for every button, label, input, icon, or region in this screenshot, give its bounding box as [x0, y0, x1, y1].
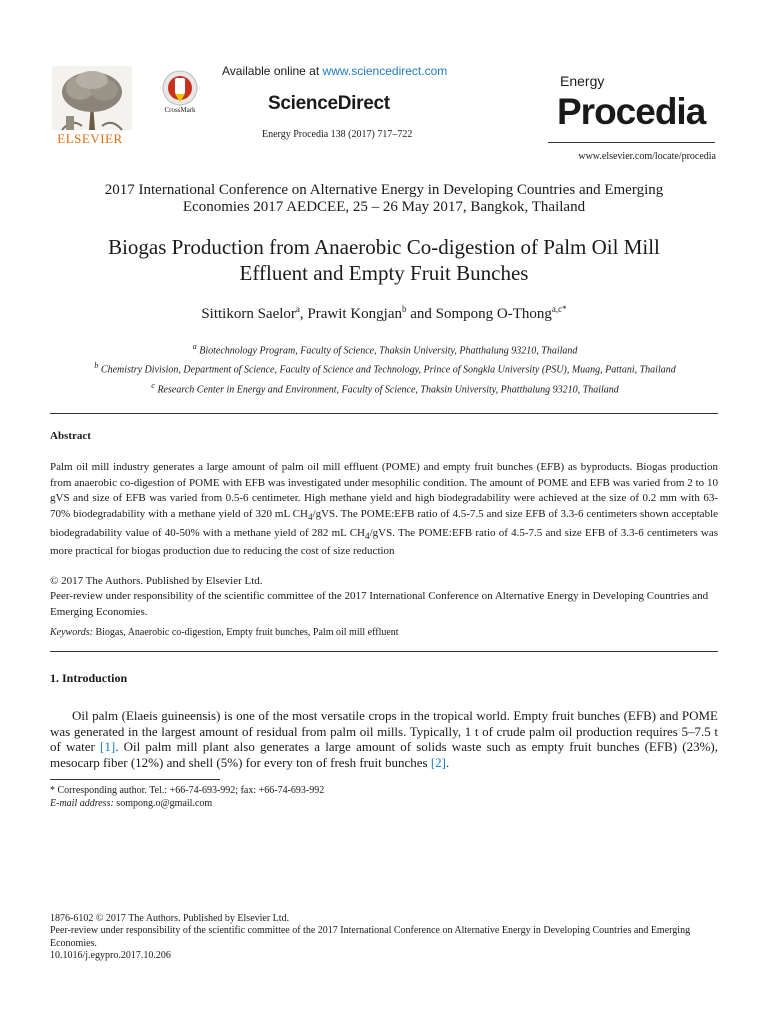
conference-name [50, 182, 718, 216]
journal-url[interactable]: www.elsevier.com/locate/procedia [578, 151, 716, 162]
affiliation-marker: a [192, 342, 197, 351]
abstract-text: Palm oil mill industry generates a large amount of palm oil mill effluent (POME) and empty fruit bunches (EFB) as byproducts. Biogas production from anaerobic co-digestion of POME with EFB was investigated under mesophilic condition. The amount of POME and EFB was varied from 2 to 10 gVS and size of EFB was varied from 0.5-6 centimeter. High methane yield and high biodegradability were achieved at the size of 0.2 mm with 63-70% biodegradability with a methane yield of 320 mL CH [50, 461, 718, 520]
author-list [50, 304, 718, 323]
keywords [50, 627, 718, 638]
sciencedirect-wordmark: ScienceDirect [268, 93, 390, 114]
corresponding-author-footnote [50, 784, 450, 810]
elsevier-wordmark: ELSEVIER [57, 131, 123, 146]
abstract-subscript: 4 [307, 511, 313, 522]
abstract-subscript: 4 [365, 530, 370, 541]
author-separator: and [406, 306, 436, 322]
affiliation-text: Research Center in Energy and Environment, Faculty of Science, Thaksin University, Phatthalung 93210, Thailand [154, 383, 619, 395]
available-online-line [222, 64, 482, 78]
conference-line-2: Economies 2017 AEDCEE, 25 – 26 May 2017, Bangkok, Thailand [182, 199, 586, 215]
affiliation-line [40, 358, 730, 377]
affiliation-text: Chemistry Division, Department of Science, Faculty of Science and Technology, Prince of Songkla University (PSU), Muang, Pattani, Thailand [98, 364, 676, 376]
abstract-text: /gVS. The POME:EFB ratio of 4.5-7.5 and size EFB of 3.3-6 centimeters shown acceptable biodegradability value of 40-50% with a methane yield of 282 mL CH [50, 507, 719, 539]
author-separator: , [299, 306, 308, 322]
peer-review-line: Peer-review under responsibility of the scientific committee of the 2017 International Conference on Alternative Energy in Developing Countries and Emerging Economies. [50, 590, 709, 618]
email-value[interactable]: sompong.o@gmail.com [113, 798, 213, 809]
author-affil-marker: a,c* [551, 304, 567, 314]
intro-text: . Oil palm mill plant also generates a large amount of solids waste such as empty fruit bunches (EFB) (23%), mesocarp fiber (12%) and shell (5%) for every ton of fresh fruit bunches [50, 739, 718, 770]
paper-title [50, 234, 718, 286]
email-line [50, 797, 450, 810]
abstract-heading: Abstract [50, 430, 91, 442]
corresponding-author-contact: * Corresponding author. Tel.: +66-74-693-992; fax: +66-74-693-992 [50, 785, 325, 796]
affiliation-text: Biotechnology Program, Faculty of Science, Thaksin University, Phatthalung 93210, Thailand [196, 345, 578, 357]
author-affil-marker: b [401, 304, 407, 314]
journal-word-energy: Energy [560, 73, 605, 89]
reference-link[interactable]: [2] [430, 754, 447, 770]
introduction-paragraph [50, 708, 718, 770]
doi-line[interactable]: 10.1016/j.egypro.2017.10.206 [50, 950, 171, 962]
available-online-prefix: Available online at [222, 64, 323, 78]
intro-text: . [446, 754, 450, 770]
keywords-bottom-rule [50, 651, 718, 652]
author-affil-marker: a [295, 304, 300, 314]
affiliation-line [40, 378, 730, 397]
bottom-publication-notes [50, 913, 718, 963]
journal-word-procedia: Procedia [557, 91, 706, 132]
abstract-copyright [50, 574, 718, 620]
title-line-1: Biogas Production from Anaerobic Co-digestion of Palm Oil Mill [108, 235, 660, 259]
bottom-peer-review-line: Peer-review under responsibility of the scientific committee of the 2017 International Conference on Alternative Energy in Developing Countries and Emerging Economies. [50, 925, 691, 949]
keywords-text: Biogas, Anaerobic co-digestion, Empty fruit bunches, Palm oil mill effluent [92, 627, 399, 638]
abstract-text: /gVS. The POME:EFB ratio of 4.5-7.5 and size EFB of 3.3-6 centimeters was more practical for biogas production due to reducing the cost of size reduction [50, 526, 718, 558]
journal-divider [548, 142, 715, 143]
crossmark-label: CrossMark [164, 106, 196, 114]
author-name: Prawit Kongjan [307, 306, 402, 322]
copyright-line: © 2017 The Authors. Published by Elsevier Ltd. [50, 575, 263, 587]
affiliation-marker: b [94, 361, 99, 371]
reference-link[interactable]: [1] [100, 739, 116, 754]
abstract-top-rule [50, 413, 718, 414]
journal-citation: Energy Procedia 138 (2017) 717–722 [262, 129, 413, 140]
introduction-heading: 1. Introduction [50, 671, 128, 685]
intro-text: Oil palm (Elaeis guineensis) is one of the most versatile crops in the tropical world. Empty fruit bunches (EFB) and POME was generated in the largest amount of residual from palm oil mills. Typically, 1 t of crude palm oil production requires 5–7.5 t of water [50, 708, 718, 754]
sciencedirect-link[interactable]: www.sciencedirect.com [322, 64, 448, 78]
affiliations [40, 339, 730, 397]
affiliation-marker: c [151, 380, 155, 390]
title-line-2: Effluent and Empty Fruit Bunches [239, 261, 529, 285]
author-name: Sompong O-Thong [435, 306, 552, 322]
keywords-label: Keywords: [50, 627, 93, 638]
email-label: E-mail address: [50, 798, 114, 809]
conference-line-1: 2017 International Conference on Alternative Energy in Developing Countries and Emerging [104, 182, 664, 198]
issn-copyright-line: 1876-6102 © 2017 The Authors. Published by Elsevier Ltd. [50, 913, 290, 924]
affiliation-line [40, 339, 730, 358]
abstract-paragraph [50, 460, 718, 560]
author-name: Sittikorn Saelor [201, 306, 296, 322]
abstract-body [50, 460, 718, 560]
footnote-rule [50, 779, 220, 780]
